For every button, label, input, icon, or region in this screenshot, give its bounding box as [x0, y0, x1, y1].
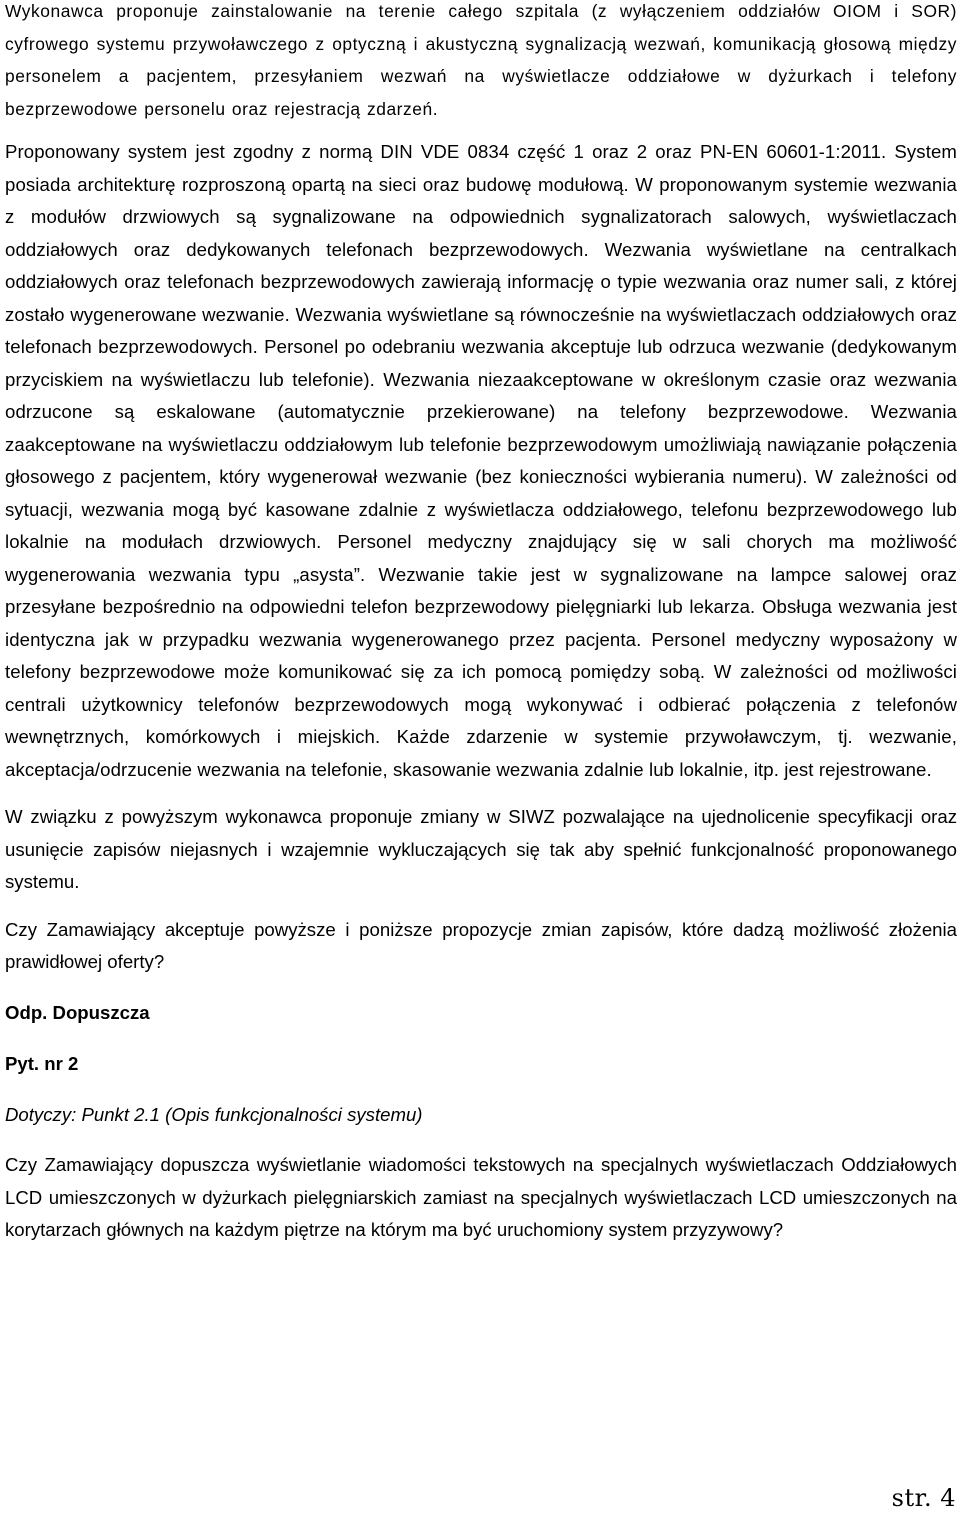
answer-heading: Odp. Dopuszcza [5, 1001, 150, 1023]
paragraph-question-1: Czy Zamawiający akceptuje powyższe i poniższe propozycje zmian zapisów, które dadzą możliwość złożenia prawidłowej oferty? [5, 918, 957, 972]
page-number: str. 4 [891, 1484, 956, 1512]
paragraph-system-description: Proponowany system jest zgodny z normą DIN VDE 0834 część 1 oraz 2 oraz PN-EN 60601-1:2011. System posiada architekturę rozproszoną opartą na sieci oraz budowę modułową. W proponowanym systemie wezwania z modułów drzwiowych są sygnalizowane na odpowiednich sygnalizatorach salowych, wyświetlaczach oddziałowych oraz dedykowanych telefonach bezprzewodowych. Wezwania wyświetlane na centralkach oddziałowych oraz telefonach bezprzewodowych zawierają informację o typie wezwania oraz numer sali, z której zostało wygenerowane wezwanie. Wezwania wyświetlane są równocześnie na wyświetlaczach oddziałowych oraz telefonach bezprzewodowych. Personel po odebraniu wezwania akceptuje lub odrzuca wezwanie (dedykowanym przyciskiem na wyświetlaczu lub telefonie). Wezwania niezaakceptowane w określonym czasie oraz wezwania odrzucone są eskalowane (automatycznie przekierowane) na telefony bezprzewodowe. Wezwania zaakceptowane na wyświetlaczu oddziałowym lub telefonie bezprzewodowym umożliwiają nawiązanie połączenia głosowego z pacjentem, który wygenerował wezwanie (bez konieczności wybierania numeru). W zależności od sytuacji, wezwania mogą być kasowane zdalnie z wyświetlacza oddziałowego, telefonu bezprzewodowego lub lokalnie na modułach drzwiowych. Personel medyczny znajdujący się w sali chorych ma możliwość wygenerowania wezwania typu „asysta”. Wezwanie takie jest w sygnalizowane na lampce salowej oraz przesyłane bezpośrednio na odpowiedni telefon bezprzewodowy pielęgniarki lub lekarza. Obsługa wezwania jest identyczna jak w przypadku wezwania wygenerowanego przez pacjenta. Personel medyczny wyposażony w telefony bezprzewodowe może komunikować się za ich pomocą pomiędzy sobą. W zależności od możliwości centrali użytkownicy telefonów bezprzewodowych mogą wykonywać i odbierać połączenia z telefonów wewnętrznych, komórkowych i miejskich. Każde zdarzenie w systemie przywoławczym, tj. wezwanie, akceptacja/odrzucenie wezwania na telefonie, skasowanie wezwania zdalnie lub lokalnie, itp. jest rejestrowane. [5, 141, 957, 780]
paragraph-siwz-changes: W związku z powyższym wykonawca proponuje zmiany w SIWZ pozwalające na ujednolicenie specyfikacji oraz usunięcie zapisów niejasnych i wzajemnie wykluczających się tak aby spełnić funkcjonalność proponowanego systemu. [5, 806, 957, 892]
question-heading: Pyt. nr 2 [5, 1053, 79, 1074]
concerns-line: Dotyczy: Punkt 2.1 (Opis funkcjonalności systemu) [5, 1103, 423, 1125]
paragraph-question-2: Czy Zamawiający dopuszcza wyświetlanie wiadomości tekstowych na specjalnych wyświetlaczach Oddziałowych LCD umieszczonych w dyżurkach pielęgniarskich zamiast na specjalnych wyświetlaczach LCD umieszczonych na korytarzach głównych na każdym piętrze na którym ma być uruchomiony system przyzywowy? [5, 1154, 957, 1240]
document-page [5, 0, 957, 1247]
paragraph-system-proposal: Wykonawca proponuje zainstalowanie na terenie całego szpitala (z wyłączeniem oddziałów OIOM i SOR) cyfrowego systemu przywoławczego z optyczną i akustyczną sygnalizacją wezwań, komunikacją głosową między personelem a pacjentem, przesyłaniem wezwań na wyświetlacze oddziałowe w dyżurkach i telefony bezprzewodowe personelu oraz rejestracją zdarzeń. [5, 1, 957, 119]
